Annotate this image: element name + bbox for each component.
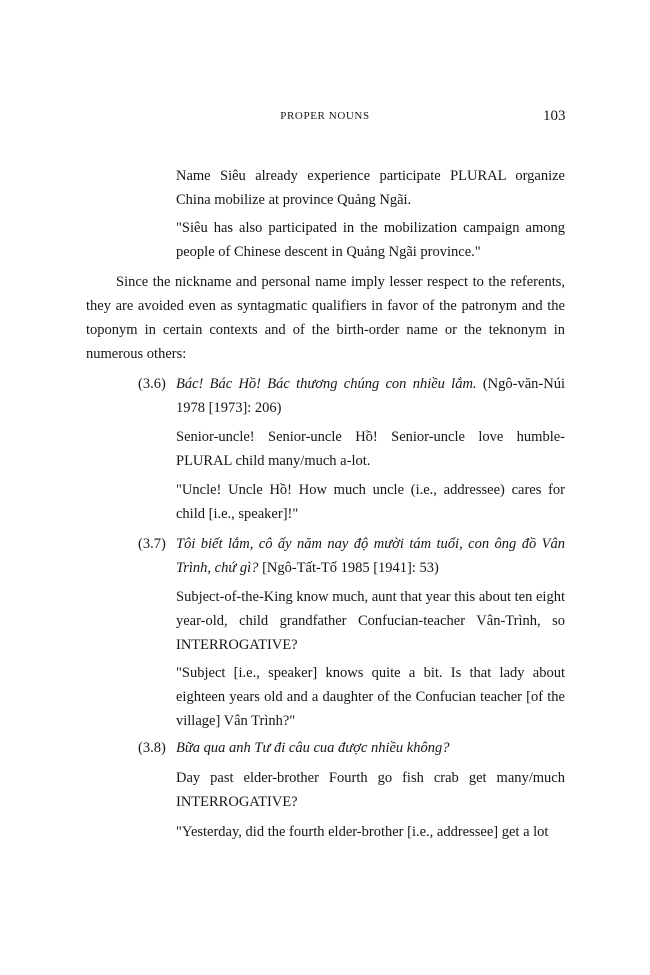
- gloss-line: Senior-uncle! Senior-uncle Hồ! Senior-uncle love humble-PLURAL child many/much a-lot.: [176, 429, 565, 469]
- example-number: (3.6): [138, 376, 166, 392]
- vietnamese-sentence: Bác! Bác Hồ! Bác thương chúng con nhiều lắm.: [176, 376, 477, 392]
- vietnamese-sentence: Tôi biết lắm, cô ấy năm nay độ mười tám tuổi, con ông đồ Vân Trình, chứ gì?: [176, 536, 565, 576]
- page-number: 103: [543, 108, 566, 124]
- example-source: [176, 532, 565, 580]
- translation-line: "Siêu has also participated in the mobilization campaign among people of Chinese descent in Quảng Ngãi province.": [176, 220, 565, 260]
- vietnamese-sentence: Bữa qua anh Tư đi câu cua được nhiều không?: [176, 740, 450, 756]
- gloss-line: Day past elder-brother Fourth go fish crab get many/much INTERROGATIVE?: [176, 770, 565, 810]
- translation-line: "Yesterday, did the fourth elder-brother [i.e., addressee] get a lot: [176, 824, 549, 840]
- translation-line: "Uncle! Uncle Hồ! How much uncle (i.e., addressee) cares for child [i.e., speaker]!": [176, 482, 565, 522]
- translation-line: "Subject [i.e., speaker] knows quite a bit. Is that lady about eighteen years old and a daughter of the Confucian teacher [of the village] Vân Trình?": [176, 665, 565, 729]
- running-header: PROPER NOUNS: [280, 110, 370, 122]
- example-source: [176, 372, 565, 420]
- citation: (Ngô-văn-Núi 1978 [1973]: 206): [176, 376, 565, 416]
- example-number: (3.7): [138, 536, 166, 552]
- citation: [Ngô-Tất-Tố 1985 [1941]: 53): [262, 560, 439, 576]
- gloss-line: Name Siêu already experience participate PLURAL organize China mobilize at province Quảng Ngãi.: [176, 168, 565, 208]
- body-paragraph: Since the nickname and personal name imply lesser respect to the referents, they are avoided even as syntagmatic qualifiers in favor of the patronym and the toponym in certain contexts and of the birth-order name or the teknonym in numerous others:: [86, 274, 565, 362]
- example-source: [176, 736, 565, 760]
- gloss-line: Subject-of-the-King know much, aunt that year this about ten eight year-old, child grandfather Confucian-teacher Vân-Trình, so INTERROGATIVE?: [176, 589, 565, 653]
- example-number: (3.8): [138, 740, 166, 756]
